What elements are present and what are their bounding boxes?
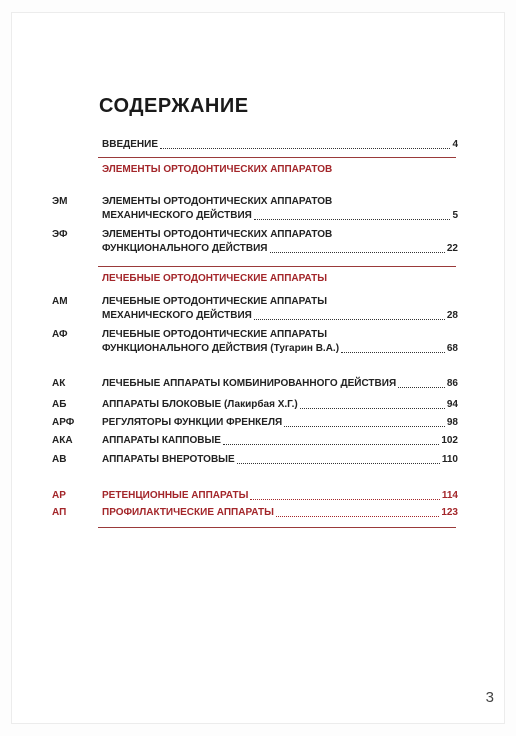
toc-code: АБ — [52, 399, 67, 410]
leader-dots — [284, 426, 445, 427]
toc-code: АФ — [52, 329, 68, 340]
toc-entry-title-line1: ЭЛЕМЕНТЫ ОРТОДОНТИЧЕСКИХ АППАРАТОВ — [102, 196, 333, 207]
leader-dots — [254, 319, 445, 320]
toc-entry-title: ПРОФИЛАКТИЧЕСКИЕ АППАРАТЫ — [102, 507, 274, 518]
toc-entry-title: АППАРАТЫ КАППОВЫЕ — [102, 435, 221, 446]
leader-dots — [341, 352, 445, 353]
toc-entry-arf — [52, 416, 458, 430]
toc-entry-title: АППАРАТЫ ВНЕРОТОВЫЕ — [102, 454, 235, 465]
toc-entry-intro — [52, 138, 458, 152]
toc-entry-title-line2: ФУНКЦИОНАЛЬНОГО ДЕЙСТВИЯ (Тугарин В.А.) — [102, 343, 340, 354]
leader-dots — [300, 408, 445, 409]
toc-page-number: 68 — [446, 343, 458, 354]
toc-page-number: 123 — [441, 507, 458, 518]
toc-entry-title-line2: МЕХАНИЧЕСКОГО ДЕЙСТВИЯ — [102, 310, 252, 321]
toc-page-number: 22 — [446, 243, 458, 254]
toc-entry-title: РЕТЕНЦИОННЫЕ АППАРАТЫ — [102, 490, 249, 501]
toc-entry-ak — [52, 377, 458, 391]
toc-page-number: 98 — [446, 417, 458, 428]
toc-entry-title-line1: ЛЕЧЕБНЫЕ ОРТОДОНТИЧЕСКИЕ АППАРАТЫ — [102, 329, 328, 340]
section-divider — [98, 157, 456, 158]
toc-page-number: 102 — [441, 435, 458, 446]
toc-entry-title-line2: МЕХАНИЧЕСКОГО ДЕЙСТВИЯ — [102, 210, 252, 221]
section-divider — [98, 527, 456, 528]
toc-code: АП — [52, 507, 67, 518]
leader-dots — [223, 444, 439, 445]
leader-dots — [160, 148, 450, 149]
leader-dots — [250, 499, 439, 500]
toc-code: АМ — [52, 296, 68, 307]
toc-entry-title: ВВЕДЕНИЕ — [102, 139, 158, 150]
toc-page-number: 94 — [446, 399, 458, 410]
book-page — [11, 12, 505, 724]
toc-page-number: 5 — [452, 210, 458, 221]
toc-entry-am — [52, 295, 458, 323]
leader-dots — [270, 252, 445, 253]
toc-entry-title-line2: ФУНКЦИОНАЛЬНОГО ДЕЙСТВИЯ — [102, 243, 268, 254]
leader-dots — [276, 516, 439, 517]
toc-entry-aka — [52, 434, 458, 448]
toc-entry-ar — [52, 489, 458, 503]
toc-entry-av — [52, 453, 458, 467]
toc-entry-title-line1: ЛЕЧЕБНЫЕ ОРТОДОНТИЧЕСКИЕ АППАРАТЫ — [102, 296, 328, 307]
toc-page-number: 86 — [446, 378, 458, 389]
toc-code: АРФ — [52, 417, 75, 428]
toc-entry-title: АППАРАТЫ БЛОКОВЫЕ (Лакирбая Х.Г.) — [102, 399, 298, 410]
toc-entry-title-line1: ЭЛЕМЕНТЫ ОРТОДОНТИЧЕСКИХ АППАРАТОВ — [102, 229, 333, 240]
page-number: 3 — [485, 689, 494, 706]
toc-code: АКА — [52, 435, 73, 446]
leader-dots — [254, 219, 451, 220]
section-divider — [98, 266, 456, 267]
toc-page-number: 110 — [441, 454, 458, 465]
section-heading-elements: ЭЛЕМЕНТЫ ОРТОДОНТИЧЕСКИХ АППАРАТОВ — [102, 164, 333, 175]
toc-code: АК — [52, 378, 66, 389]
toc-code: АР — [52, 490, 66, 501]
toc-entry-title: ЛЕЧЕБНЫЕ АППАРАТЫ КОМБИНИРОВАННОГО ДЕЙСТВИЯ — [102, 378, 397, 389]
toc-page-number: 4 — [452, 139, 458, 150]
section-heading-treatment: ЛЕЧЕБНЫЕ ОРТОДОНТИЧЕСКИЕ АППАРАТЫ — [102, 273, 328, 284]
toc-entry-ef — [52, 228, 458, 256]
toc-code: АВ — [52, 454, 67, 465]
toc-page-number: 114 — [441, 490, 458, 501]
toc-page-number: 28 — [446, 310, 458, 321]
toc-entry-title: РЕГУЛЯТОРЫ ФУНКЦИИ ФРЕНКЕЛЯ — [102, 417, 283, 428]
toc-code: ЭФ — [52, 229, 68, 240]
leader-dots — [398, 387, 445, 388]
toc-entry-ab — [52, 398, 458, 412]
toc-entry-af — [52, 328, 458, 356]
leader-dots — [237, 463, 440, 464]
toc-code: ЭМ — [52, 196, 68, 207]
toc-entry-ap — [52, 506, 458, 520]
toc-entry-em — [52, 195, 458, 223]
page-title: СОДЕРЖАНИЕ — [99, 95, 249, 117]
